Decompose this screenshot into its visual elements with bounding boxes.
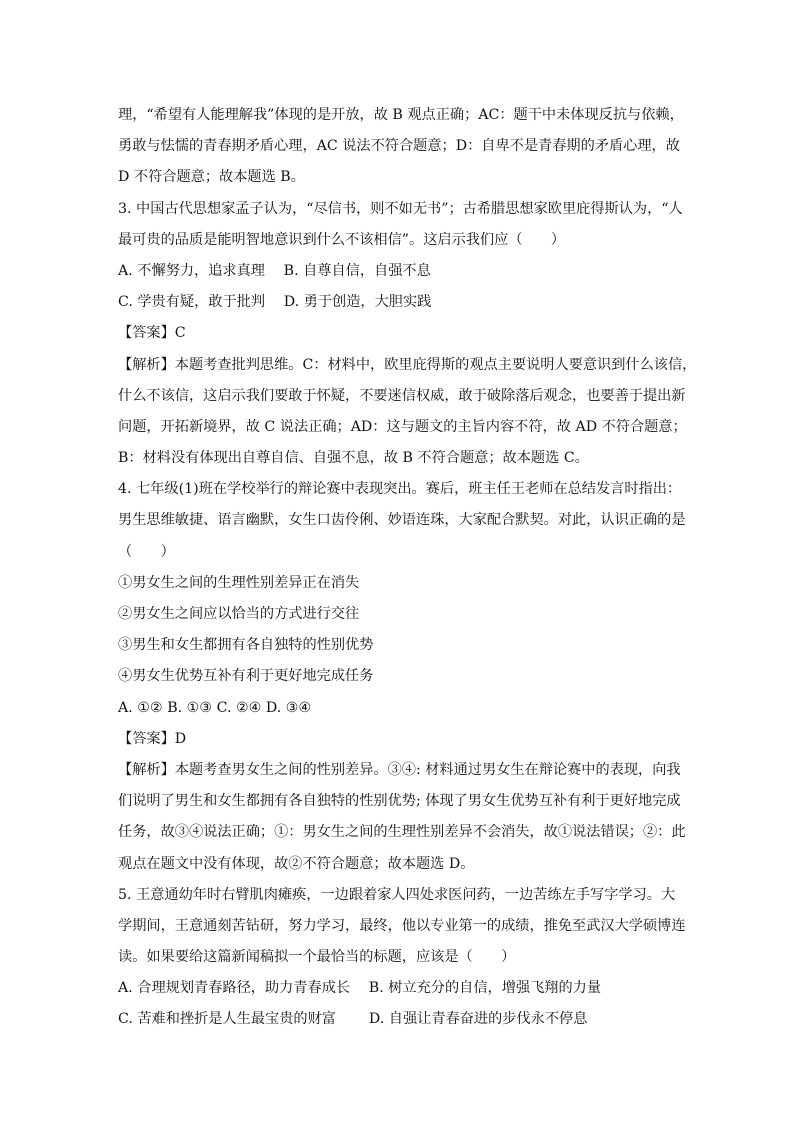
question-3-options: A. 不懈努力，追求真理 B. 自尊自信，自强不息 xyxy=(118,262,431,279)
text-line: 勇敢与怯懦的青春期矛盾心理，AC 说法不符合题意；D：自卑不是青春期的矛盾心理，故 xyxy=(118,138,680,155)
question-3-analysis: B：材料没有体现出自尊自信、自强不息，故 B 不符合题意；故本题选 C。 xyxy=(118,450,589,467)
text-line: 理，“希望有人能理解我”体现的是开放，故 B 观点正确；AC：题干中未体现反抗与依赖， xyxy=(118,107,684,123)
question-4-options: A. ①② B. ①③ C. ②④ D. ③④ xyxy=(118,699,312,716)
question-4-analysis: 任务，故③④说法正确；①：男女生之间的生理性别差异不会消失，故①说法错误；②：此 xyxy=(118,824,686,841)
question-5-options: A. 合理规划青春路径，助力青春成长 B. 树立充分的自信，增强飞翔的力量 xyxy=(118,980,602,997)
question-5-options: C. 苦难和挫折是人生最宝贵的财富 D. 自强让青春奋进的步伐永不停息 xyxy=(118,1011,588,1028)
question-3-stem: 3. 中国古代思想家孟子认为，“尽信书，则不如无书”；古希腊思想家欧里庇得斯认为，“人 xyxy=(118,200,683,217)
question-3-answer: 【答案】C xyxy=(118,325,186,342)
question-4-item: ②男女生之间应以恰当的方式进行交往 xyxy=(118,606,360,622)
question-5-stem: 学期间，王意通刻苦钻研，努力学习，最终，他以专业第一的成绩，推免至武汉大学硕博连 xyxy=(118,917,686,934)
question-4-item: ①男女生之间的生理性别差异正在消失 xyxy=(118,574,360,591)
text-line: D 不符合题意；故本题选 B。 xyxy=(118,169,305,186)
question-3-options: C. 学贵有疑，敢于批判 D. 勇于创造，大胆实践 xyxy=(118,294,432,311)
question-4-stem: 4. 七年级(1)班在学校举行的辩论赛中表现突出。赛后，班主任王老师在总结发言时指出： xyxy=(118,481,682,498)
question-3-analysis: 问题，开拓新境界，故 C 说法正确；AD：这与题文的主旨内容不符，故 AD 不符合题意； xyxy=(118,418,687,435)
question-4-answer: 【答案】D xyxy=(118,730,187,747)
question-4-stem: （ ） xyxy=(118,543,175,560)
question-4-stem: 男生思维敏捷、语言幽默，女生口齿伶俐、妙语连珠，大家配合默契。对此，认识正确的是 xyxy=(118,512,686,529)
question-5-stem: 读。如果要给这篇新闻稿拟一个最恰当的标题，应该是（ ） xyxy=(118,949,516,966)
question-4-analysis: 观点在题文中没有体现，故②不符合题意；故本题选 D。 xyxy=(118,855,475,872)
question-3-stem: 最可贵的品质是能明智地意识到什么不该相信”。这启示我们应（ ） xyxy=(118,231,566,248)
question-5-stem: 5. 王意通幼年时右臂肌肉瘫痪，一边跟着家人四处求医问药，一边苦练左手写字学习。大 xyxy=(118,886,676,903)
document-body xyxy=(118,100,697,1036)
question-4-analysis: 【解析】本题考查男女生之间的性别差异。③④: 材料通过男女生在辩论赛中的表现，向我 xyxy=(118,761,681,778)
question-4-item: ③男生和女生都拥有各自独特的性别优势 xyxy=(118,637,374,654)
question-4-item: ④男女生优势互补有利于更好地完成任务 xyxy=(118,668,374,685)
question-4-analysis: 们说明了男生和女生都拥有各自独特的性别优势; 体现了男女生优势互补有利于更好地完成 xyxy=(118,793,681,810)
question-3-analysis: 【解析】本题考查批判思维。C：材料中，欧里庇得斯的观点主要说明人要意识到什么该信， xyxy=(118,356,697,373)
question-3-analysis: 什么不该信，这启示我们要敢于怀疑，不要迷信权威，敢于破除落后观念，也要善于提出新 xyxy=(118,387,686,404)
